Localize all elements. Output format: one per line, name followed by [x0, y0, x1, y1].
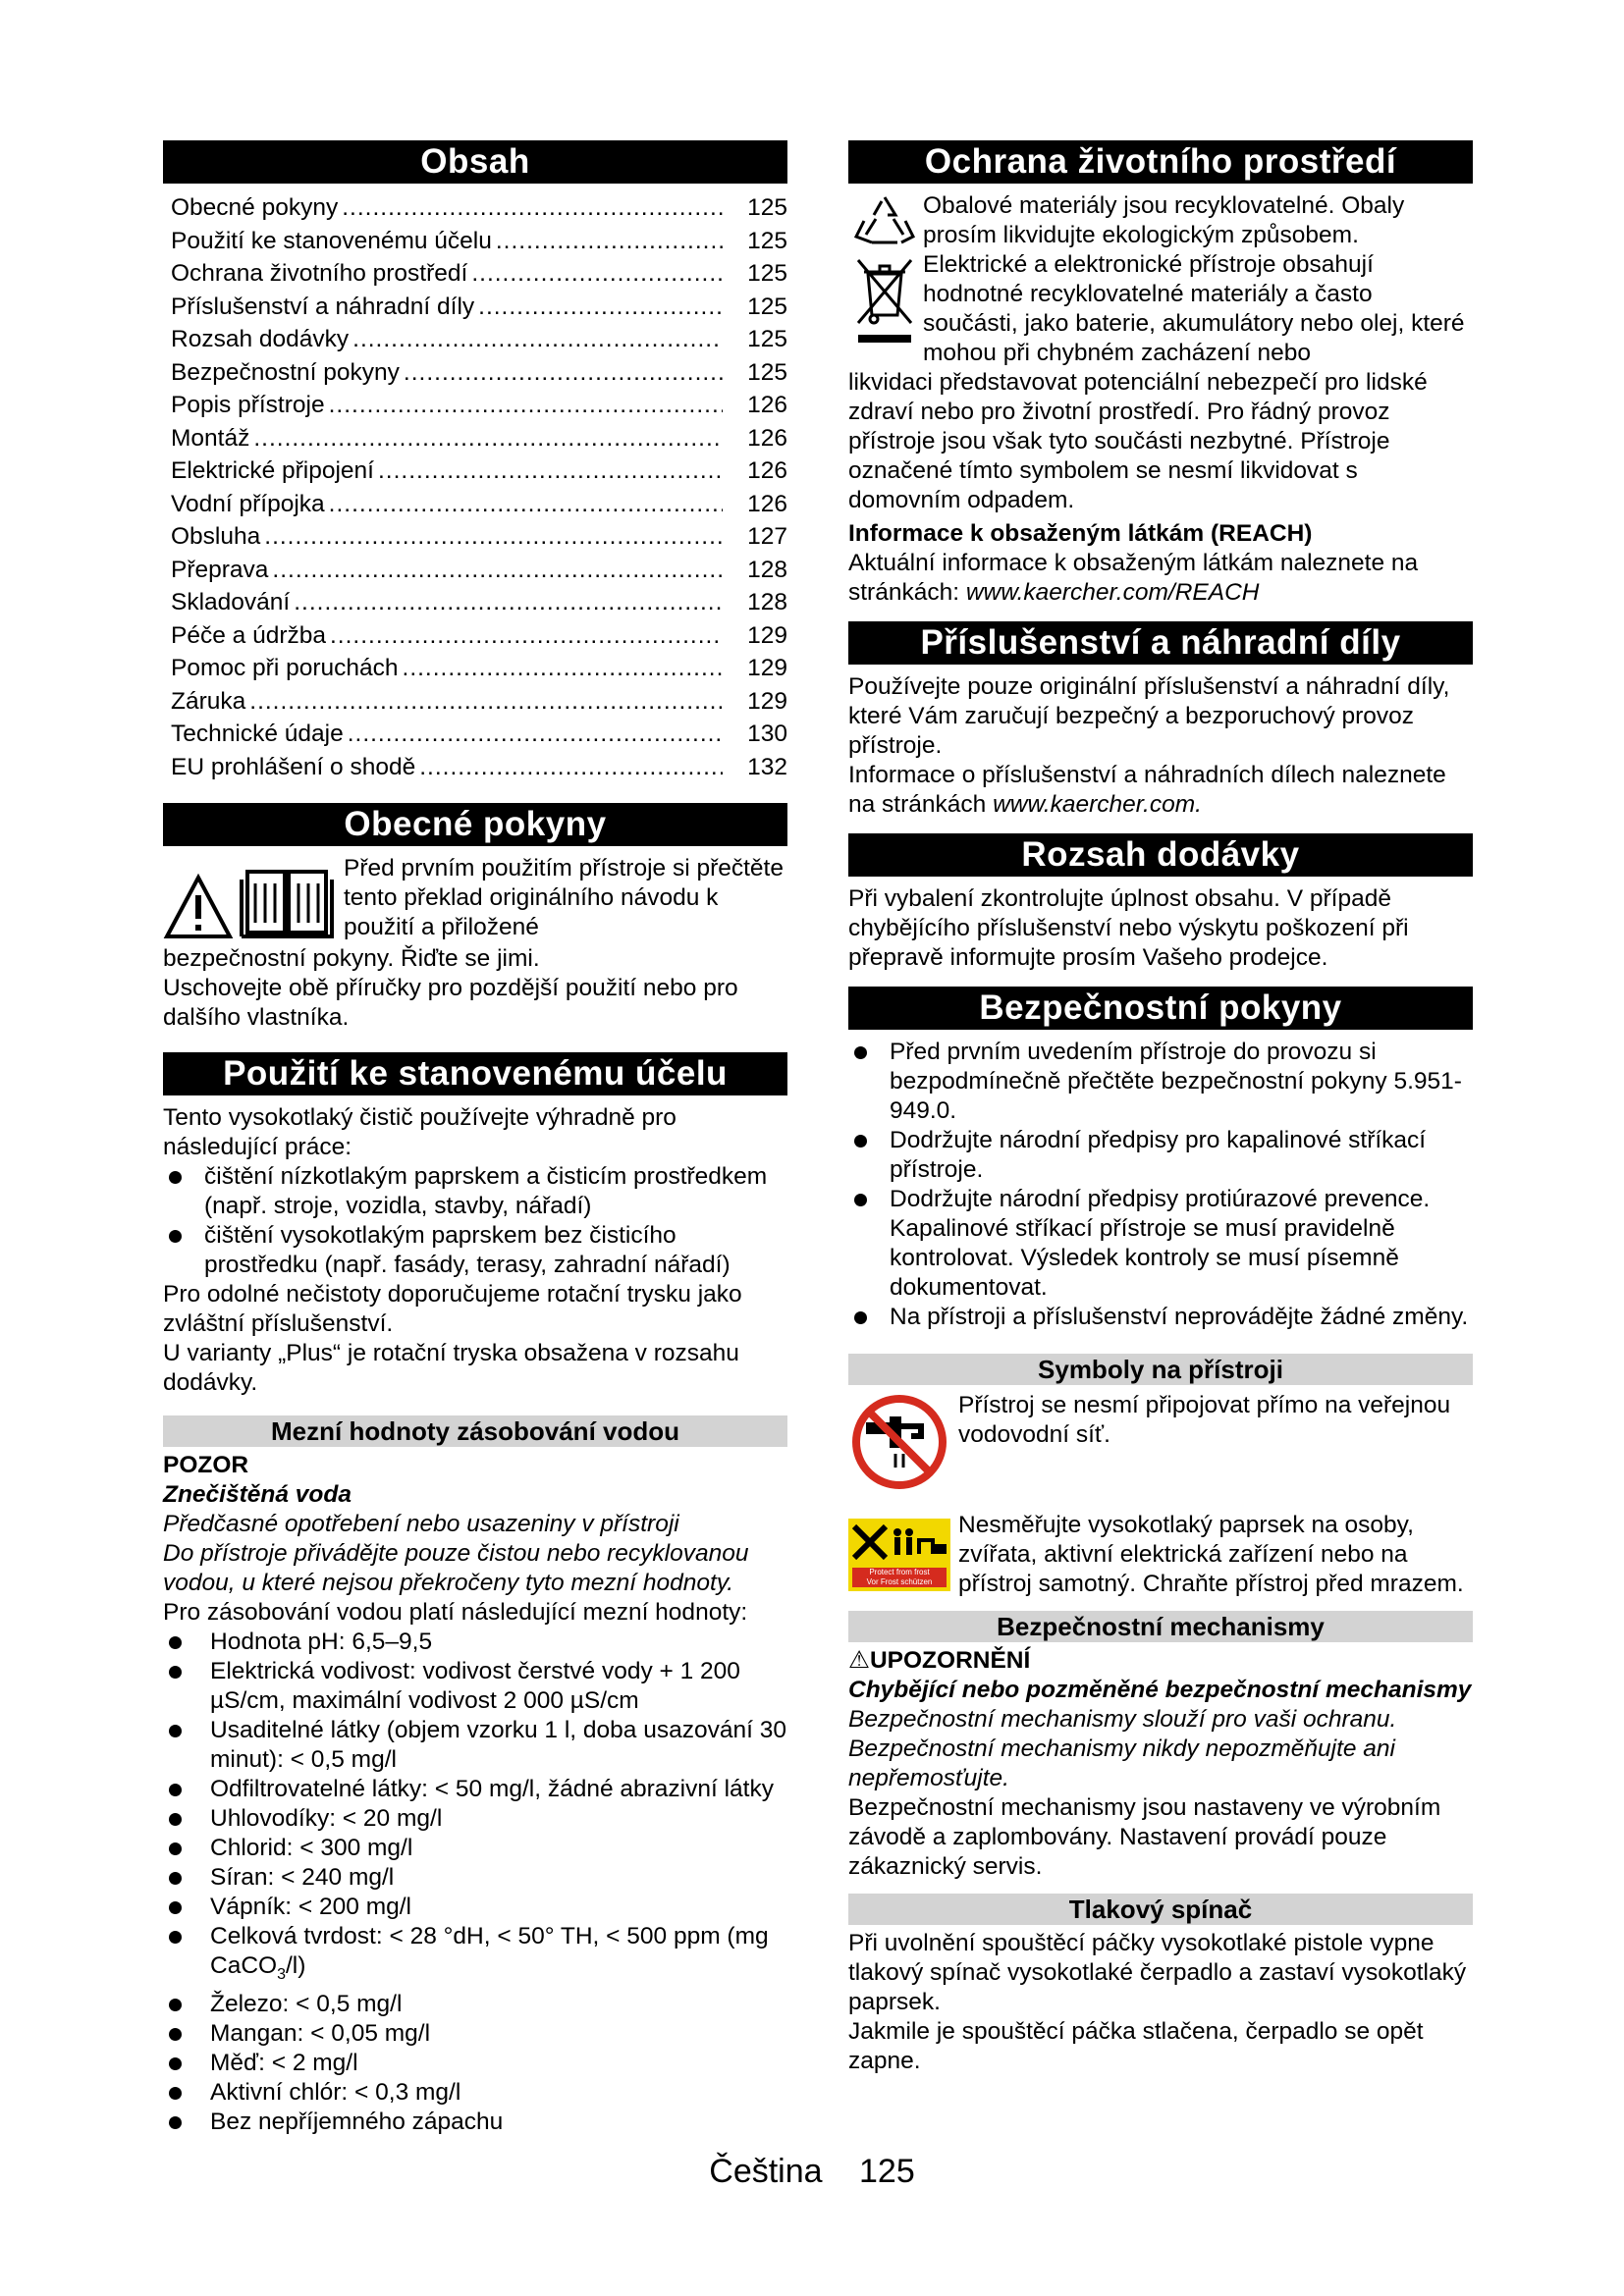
caco-subscript: 3	[277, 1965, 286, 1983]
intended-text1: Pro odolné nečistoty doporučujeme rotační trysku jako zvláštní příslušenství.	[163, 1281, 742, 1337]
weee-continued-text: likvidaci představovat potenciální nebezpečí pro lidské zdraví nebo pro životní prostředí. Pro řádný provoz přístroje jsou však tyto součásti nezbytné. Přístroje označené tímto symbolem se nesmí likvidovat s domovním odpadem.	[848, 369, 1428, 513]
toc-item[interactable]	[171, 652, 787, 685]
toc-item-page: 126	[747, 490, 787, 517]
accessories-text2: Informace o příslušenství a náhradních dílech naleznete na stránkách	[848, 762, 1446, 818]
intended-use-section	[163, 1052, 787, 1398]
limits-intro: Pro zásobování vodou platí následující mezní hodnoty:	[163, 1599, 748, 1626]
toc-item[interactable]	[171, 520, 787, 554]
safety-section	[848, 987, 1473, 1332]
toc-item[interactable]	[171, 389, 787, 422]
weee-text: Elektrické a elektronické přístroje obsahují hodnotné recyklovatelné materiály a často součásti, jako baterie, akumulátory nebo olej, které mohou při chybném zacházení nebo	[923, 251, 1465, 366]
mechanisms-heading: Bezpečnostní mechanismy	[848, 1611, 1473, 1642]
toc-section	[163, 140, 787, 783]
toc-item-title: Pomoc při poruchách	[171, 655, 399, 681]
toc-dot-leader	[294, 586, 723, 619]
intended-bullets	[163, 1162, 787, 1280]
toc-item-page: 126	[747, 457, 787, 484]
caco-tail: /l)	[285, 1952, 306, 1979]
pressure-switch-text1: Při uvolnění spouštěcí páčky vysokotlaké pistole vypne tlakový spínač vysokotlaké čerpadlo a zastaví vysokotlaký paprsek.	[848, 1930, 1467, 2015]
toc-item-page: 132	[747, 753, 787, 780]
mechanisms-text: Bezpečnostní mechanismy jsou nastaveny ve výrobním závodě a zaplombovány. Nastavení provádí pouze zákaznický servis.	[848, 1794, 1441, 1880]
list-item: Uhlovodíky: < 20 mg/l	[163, 1804, 787, 1834]
limits-section	[163, 1415, 787, 2137]
safety-bullets	[848, 1038, 1473, 1332]
toc-dot-leader	[329, 488, 723, 521]
toc-item-page: 128	[747, 589, 787, 615]
list-item: Na přístroji a příslušenství neprovádějte žádné změny.	[848, 1303, 1473, 1332]
list-item: Odfiltrovatelné látky: < 50 mg/l, žádné abrazivní látky	[163, 1775, 787, 1804]
kaercher-link[interactable]: www.kaercher.com.	[993, 791, 1202, 818]
frost-label-en: Protect from frost	[869, 1568, 930, 1576]
list-item: Hodnota pH: 6,5–9,5	[163, 1628, 787, 1657]
manual-book-icon	[242, 872, 332, 936]
toc-item-page: 130	[747, 721, 787, 747]
toc-dot-leader	[419, 751, 723, 784]
list-item: Aktivní chlór: < 0,3 mg/l	[163, 2078, 787, 2108]
list-item: Železo: < 0,5 mg/l	[163, 1990, 787, 2019]
reach-link[interactable]: www.kaercher.com/REACH	[965, 579, 1260, 606]
toc-item-title: Záruka	[171, 687, 246, 715]
toc-item[interactable]	[171, 323, 787, 356]
toc-item[interactable]	[171, 191, 787, 225]
crossed-bin-icon	[852, 254, 917, 348]
symbols-section	[848, 1354, 1473, 1599]
reach-text: Aktuální informace k obsaženým látkám naleznete na stránkách:	[848, 550, 1419, 606]
general-text2: Uschovejte obě příručky pro pozdější použití nebo pro dalšího vlastníka.	[163, 975, 738, 1031]
reach-title: Informace k obsaženým látkám (REACH)	[848, 520, 1313, 547]
toc-dot-leader	[264, 520, 723, 554]
intended-text2: U varianty „Plus“ je rotační tryska obsažena v rozsahu dodávky.	[163, 1340, 739, 1396]
toc-item[interactable]	[171, 554, 787, 587]
general-heading: Obecné pokyny	[163, 803, 787, 846]
intended-heading: Použití ke stanovenému účelu	[163, 1052, 787, 1095]
list-item: čištění nízkotlakým paprskem a čisticím prostředkem (např. stroje, vozidla, stavby, nářadí)	[163, 1162, 787, 1221]
toc-item-title: Elektrické připojení	[171, 457, 374, 484]
general-section	[163, 803, 787, 1033]
toc-list	[171, 191, 787, 783]
list-item: Před prvním uvedením přístroje do provozu si bezpodmínečně přečtěte bezpečnostní pokyny 5.951-949.0.	[848, 1038, 1473, 1126]
spray-warning-icon	[848, 1519, 950, 1591]
toc-item[interactable]	[171, 619, 787, 653]
toc-item-title: Přeprava	[171, 556, 269, 583]
toc-dot-leader	[403, 652, 723, 685]
toc-item-title: Montáž	[171, 424, 250, 452]
accessories-section	[848, 621, 1473, 820]
toc-dot-leader	[342, 191, 723, 225]
list-item: Dodržujte národní předpisy pro kapalinové stříkací přístroje.	[848, 1126, 1473, 1185]
toc-item-page: 129	[747, 621, 787, 649]
caution-label: POZOR	[163, 1452, 249, 1478]
toc-item-title: Bezpečnostní pokyny	[171, 358, 400, 386]
toc-dot-leader	[496, 225, 723, 258]
toc-item[interactable]	[171, 751, 787, 784]
list-item: Chlorid: < 300 mg/l	[163, 1834, 787, 1863]
toc-dot-leader	[471, 257, 723, 291]
toc-item[interactable]	[171, 257, 787, 291]
toc-dot-leader	[253, 422, 723, 455]
frost-label	[852, 1568, 947, 1587]
toc-item-page: 129	[747, 655, 787, 681]
delivery-section	[848, 833, 1473, 973]
toc-heading: Obsah	[163, 140, 787, 184]
toc-item-page: 128	[747, 556, 787, 583]
warning-label	[848, 1646, 1473, 1676]
toc-item[interactable]	[171, 718, 787, 751]
recycle-text: Obalové materiály jsou recyklovatelné. Obaly prosím likvidujte ekologickým způsobem.	[923, 192, 1405, 248]
accessories-paragraph2	[848, 761, 1473, 820]
toc-item-title: Obsluha	[171, 523, 261, 550]
toc-item[interactable]	[171, 586, 787, 619]
accessories-heading: Příslušenství a náhradní díly	[848, 621, 1473, 665]
limits-consequence: Předčasné opotřebení nebo usazeniny v přístroji	[163, 1511, 679, 1537]
toc-item-title: Vodní přípojka	[171, 490, 325, 517]
toc-item-title: Skladování	[171, 589, 291, 615]
toc-item-title: Péče a údržba	[171, 621, 326, 649]
toc-dot-leader	[378, 454, 723, 488]
symbols-heading: Symboly na přístroji	[848, 1354, 1473, 1385]
person-animal-icon	[848, 1519, 950, 1566]
toc-item[interactable]	[171, 356, 787, 390]
toc-item-page: 125	[747, 358, 787, 386]
toc-item-title: Ochrana životního prostředí	[171, 260, 468, 287]
frost-label-de: Vor Frost schützen	[866, 1577, 933, 1586]
toc-item[interactable]	[171, 488, 787, 521]
mechanisms-measure: Bezpečnostní mechanismy nikdy nepozměňujte ani nepřemosťujte.	[848, 1735, 1396, 1791]
mechanisms-hazard: Chybějící nebo pozměněné bezpečnostní mechanismy	[848, 1677, 1472, 1703]
intended-intro: Tento vysokotlaký čistič používejte výhradně pro následující práce:	[163, 1104, 677, 1160]
page-footer	[0, 2153, 1624, 2191]
toc-item-title: Obecné pokyny	[171, 194, 339, 221]
toc-item-title: Rozsah dodávky	[171, 326, 350, 352]
toc-item-page: 129	[747, 687, 787, 715]
list-item: Mangan: < 0,05 mg/l	[163, 2019, 787, 2049]
toc-dot-leader	[352, 323, 723, 356]
list-item: Síran: < 240 mg/l	[163, 1863, 787, 1893]
general-text1: bezpečnostní pokyny. Řiďte se jimi.	[163, 945, 540, 972]
toc-item[interactable]	[171, 225, 787, 258]
toc-item[interactable]	[171, 685, 787, 719]
toc-item[interactable]	[171, 291, 787, 324]
general-icon-text: Před prvním použitím přístroje si přečtěte tento překlad originálního návodu k použití a přiložené	[344, 855, 784, 940]
toc-item[interactable]	[171, 422, 787, 455]
toc-item-page: 127	[747, 523, 787, 550]
list-item: Vápník: < 200 mg/l	[163, 1893, 787, 1922]
toc-dot-leader	[404, 356, 723, 390]
toc-item-title: Použití ke stanovenému účelu	[171, 227, 492, 254]
warning-triangle-icon	[163, 854, 340, 944]
toc-item-title: Příslušenství a náhradní díly	[171, 293, 475, 320]
warning-and-manual-icons	[163, 854, 340, 944]
limits-bullets	[163, 1628, 787, 2137]
spray-symbol-text: Nesměřujte vysokotlaký paprsek na osoby, zvířata, aktivní elektrická zařízení nebo na přístroj samotný. Chraňte přístroj před mrazem.	[958, 1512, 1464, 1597]
list-item: Měď: < 2 mg/l	[163, 2049, 787, 2078]
pressure-switch-heading: Tlakový spínač	[848, 1894, 1473, 1925]
environment-section	[848, 140, 1473, 608]
water-symbol-text: Přístroj se nesmí připojovat přímo na veřejnou vodovodní síť.	[958, 1392, 1451, 1448]
no-tap-water-icon	[848, 1391, 950, 1493]
toc-dot-leader	[478, 291, 723, 324]
toc-item-page: 125	[747, 227, 787, 254]
toc-dot-leader	[249, 685, 723, 719]
pressure-switch-section	[848, 1894, 1473, 2076]
list-item: Elektrická vodivost: vodivost čerstvé vody + 1 200 µS/cm, maximální vodivost 2 000 µS/cm	[163, 1657, 787, 1716]
toc-item[interactable]	[171, 454, 787, 488]
delivery-heading: Rozsah dodávky	[848, 833, 1473, 877]
toc-item-page: 125	[747, 194, 787, 221]
hardness-text: Celková tvrdost: < 28 °dH, < 50° TH, < 500 ppm (mg CaCO	[210, 1923, 769, 1979]
safety-heading: Bezpečnostní pokyny	[848, 987, 1473, 1030]
list-item: Bez nepříjemného zápachu	[163, 2108, 787, 2137]
list-item: Usaditelné látky (objem vzorku 1 l, doba usazování 30 minut): < 0,5 mg/l	[163, 1716, 787, 1775]
right-column	[848, 140, 1473, 2098]
footer-page-number: 125	[859, 2153, 915, 2190]
mechanisms-consequence: Bezpečnostní mechanismy slouží pro vaši ochranu.	[848, 1706, 1397, 1733]
warning-triangle-icon: ⚠	[848, 1647, 870, 1674]
mechanisms-section	[848, 1611, 1473, 1882]
toc-dot-leader	[330, 619, 723, 653]
delivery-text: Při vybalení zkontrolujte úplnost obsahu. V případě chybějícího příslušenství nebo výskytu poškození při přepravě informujte prosím Vašeho prodejce.	[848, 885, 1409, 971]
recycling-icon	[852, 191, 917, 248]
limits-heading: Mezní hodnoty zásobování vodou	[163, 1415, 787, 1447]
list-item: Dodržujte národní předpisy protiúrazové prevence. Kapalinové stříkací přístroje se musí pravidelně kontrolovat. Výsledek kontroly se musí písemně dokumentovat.	[848, 1185, 1473, 1303]
toc-item-page: 125	[747, 326, 787, 352]
reach-paragraph	[848, 549, 1473, 608]
list-item	[163, 1922, 787, 1990]
toc-item-page: 126	[747, 424, 787, 452]
toc-dot-leader	[329, 389, 723, 422]
limits-hazard: Znečištěná voda	[163, 1481, 352, 1508]
toc-item-title: EU prohlášení o shodě	[171, 753, 416, 780]
accessories-text1: Používejte pouze originální příslušenství a náhradní díly, které Vám zaručují bezpečný a bezporuchový provoz přístroje.	[848, 673, 1450, 759]
toc-dot-leader	[272, 554, 723, 587]
warning-text: UPOZORNĚNÍ	[869, 1647, 1031, 1674]
footer-language: Čeština	[709, 2153, 823, 2190]
list-item: čištění vysokotlakým paprskem bez čisticího prostředku (např. fasády, terasy, zahradní nářadí)	[163, 1221, 787, 1280]
toc-item-page: 125	[747, 293, 787, 320]
toc-item-page: 126	[747, 392, 787, 418]
left-column	[163, 140, 787, 2159]
environment-heading: Ochrana životního prostředí	[848, 140, 1473, 184]
toc-dot-leader	[348, 718, 723, 751]
toc-item-title: Popis přístroje	[171, 392, 325, 418]
toc-item-page: 125	[747, 260, 787, 287]
pressure-switch-text2: Jakmile je spouštěcí páčka stlačena, čerpadlo se opět zapne.	[848, 2018, 1424, 2074]
limits-measure: Do přístroje přivádějte pouze čistou nebo recyklovanou vodou, u které nejsou překročeny tyto mezní hodnoty.	[163, 1540, 749, 1596]
toc-item-title: Technické údaje	[171, 721, 344, 747]
